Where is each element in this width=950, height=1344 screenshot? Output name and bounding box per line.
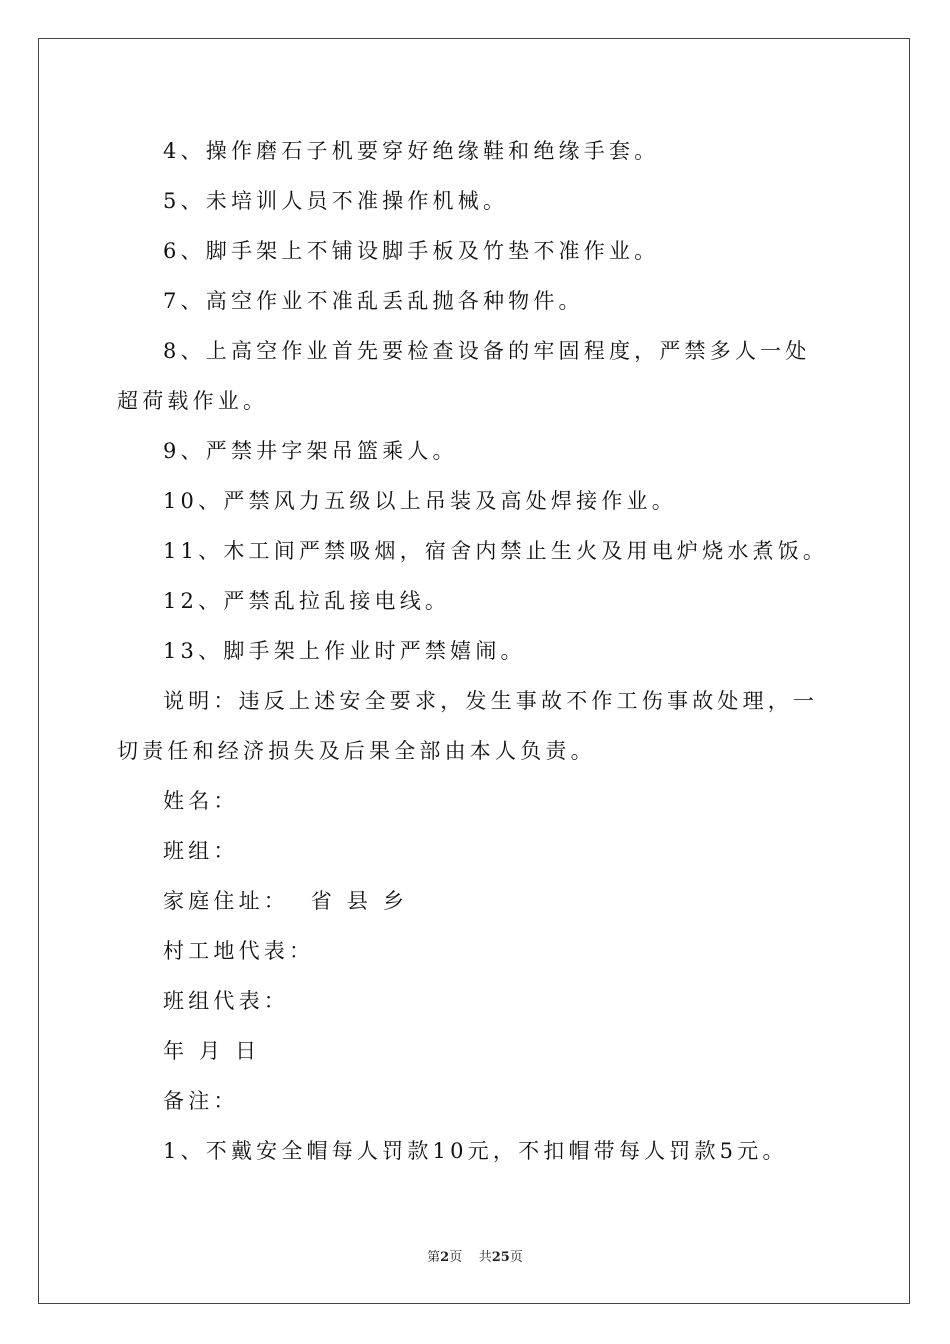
- disclaimer-paragraph: 说明：违反上述安全要求，发生事故不作工伤事故处理，一切责任和经济损失及后果全部由本人负责。: [117, 689, 819, 763]
- team-field-label: 班组：: [163, 839, 239, 863]
- paragraph-item-9: 9、严禁井字架吊篮乘人。: [163, 439, 458, 463]
- paragraph-item-12: 12、严禁乱拉乱接电线。: [163, 589, 451, 613]
- footer-page-suffix: 页: [449, 1250, 463, 1265]
- paragraph-item-6: 6、脚手架上不铺设脚手板及竹垫不准作业。: [163, 239, 660, 263]
- date-line: 年 月 日: [163, 1039, 261, 1063]
- paragraph-item-10: 10、严禁风力五级以上吊装及高处焊接作业。: [163, 489, 677, 513]
- paragraph-item-13: 13、脚手架上作业时严禁嬉闹。: [163, 639, 526, 663]
- remarks-label: 备注：: [163, 1089, 239, 1113]
- name-field-label: 姓名：: [163, 789, 239, 813]
- paragraph-item-7: 7、高空作业不准乱丢乱抛各种物件。: [163, 289, 584, 313]
- page-footer: [0, 1246, 950, 1265]
- paragraph-item-8: 8、上高空作业首先要检查设备的牢固程度，严禁多人一处超荷载作业。: [117, 339, 811, 413]
- footer-page-prefix: 第: [427, 1250, 441, 1265]
- document-body: [117, 126, 833, 1176]
- paragraph-item-11: 11、木工间严禁吸烟，宿舍内禁止生火及用电炉烧水煮饭。: [163, 539, 829, 563]
- site-representative-label: 村工地代表：: [163, 939, 315, 963]
- remark-item-1: 1、不戴安全帽每人罚款10元，不扣帽带每人罚款5元。: [163, 1139, 788, 1163]
- paragraph-item-5: 5、未培训人员不准操作机械。: [163, 189, 509, 213]
- address-field-label: 家庭住址： 省 县 乡: [163, 889, 409, 913]
- footer-total-suffix: 页: [509, 1250, 523, 1265]
- team-representative-label: 班组代表：: [163, 989, 289, 1013]
- footer-total-pages: 25: [491, 1250, 510, 1265]
- paragraph-item-4: 4、操作磨石子机要穿好绝缘鞋和绝缘手套。: [163, 139, 660, 163]
- footer-total-prefix: 共: [478, 1250, 492, 1265]
- footer-page-number: 2: [440, 1250, 450, 1265]
